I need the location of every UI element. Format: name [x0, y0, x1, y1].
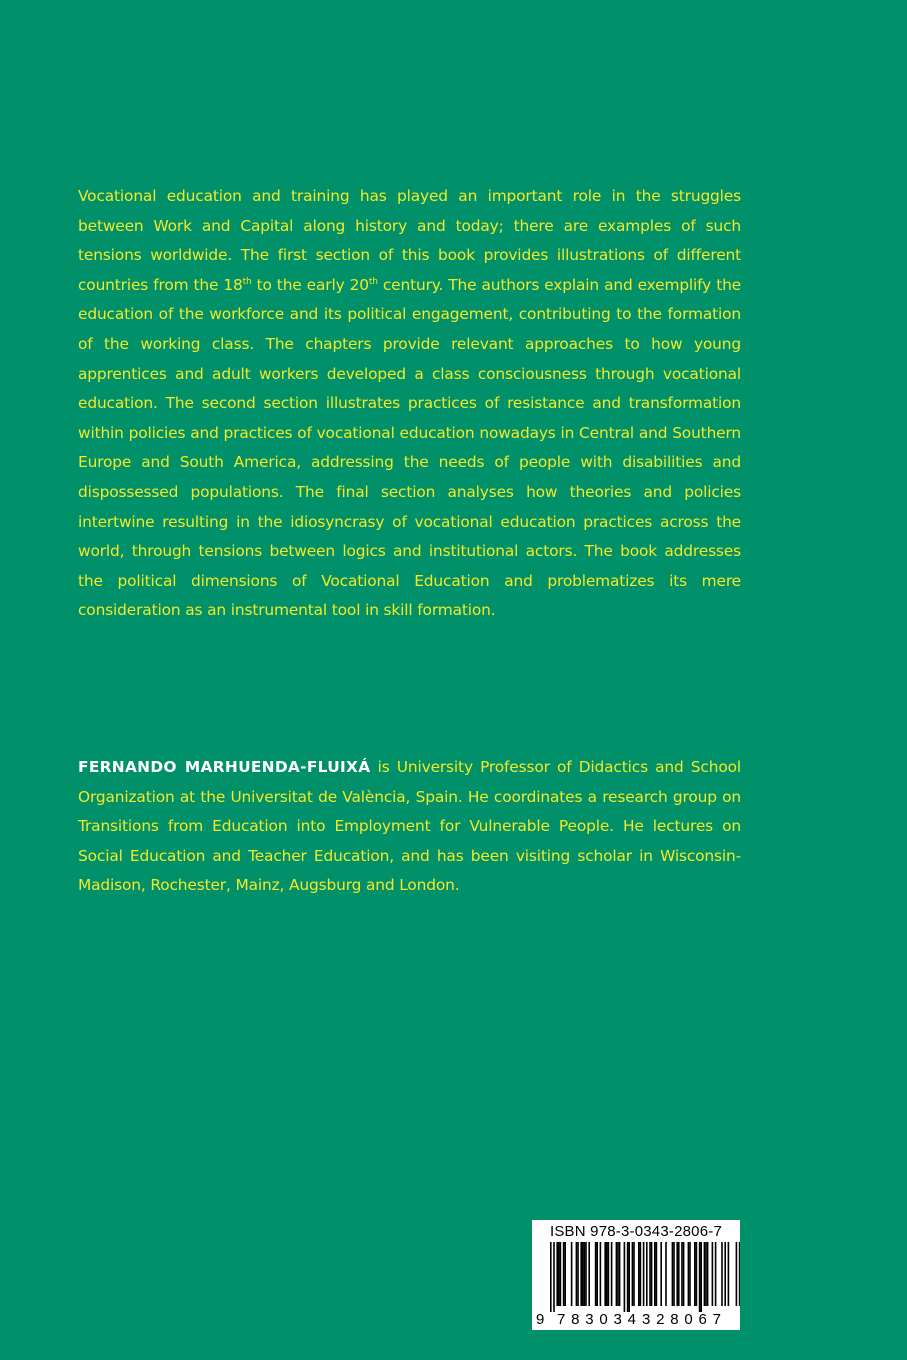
book-description: [78, 182, 741, 626]
barcode-bar: [563, 1242, 565, 1306]
barcode-bar: [673, 1242, 675, 1306]
barcode-bar: [676, 1242, 678, 1306]
barcode-bar: [564, 1242, 566, 1306]
barcode-bar: [646, 1242, 648, 1306]
barcode-bar: [553, 1242, 555, 1312]
barcode-bar: [580, 1242, 582, 1306]
description-text-part-2: to the early 20: [251, 275, 369, 294]
barcode-bar: [640, 1242, 642, 1306]
barcode-bar: [656, 1242, 658, 1306]
barcode-bar: [721, 1242, 723, 1306]
barcode-bar: [699, 1242, 701, 1312]
barcode-bar: [681, 1242, 683, 1306]
barcode-bar: [651, 1242, 653, 1306]
barcode-bar: [584, 1242, 586, 1306]
barcode-bar: [632, 1242, 634, 1306]
barcode-bar: [595, 1242, 597, 1306]
barcode-bar: [550, 1242, 552, 1312]
barcode-bar: [606, 1242, 608, 1306]
barcode-bar: [600, 1242, 602, 1306]
barcode-lead-digit: 9: [536, 1311, 545, 1328]
barcode-bar: [704, 1242, 706, 1306]
description-text-part-1: Vocational education and training has played an important role in the struggles between Work and Capital along history and today; there are examples of such tensions worldwide. The first section of this book provides illustrations of different countries from the 18: [78, 187, 741, 294]
barcode-bar: [576, 1242, 578, 1306]
author-bio-text: is University Professor of Didactics and School Organization at the Universitat de València, Spain. He coordinates a research group on Transitions from Education into Employment for Vulnerable People. He lectures on Social Education and Teacher Education, and has been visiting scholar in Wisconsin-Madison, Rochester, Mainz, Augsburg and London.: [78, 758, 741, 895]
barcode-bar: [608, 1242, 610, 1306]
barcode-bar: [678, 1242, 680, 1306]
barcode-bar: [558, 1242, 560, 1306]
barcode-bar: [643, 1242, 645, 1306]
barcode-bar: [739, 1242, 740, 1306]
barcode-bar: [728, 1242, 730, 1306]
barcode-bar: [705, 1242, 707, 1306]
barcode-bar: [577, 1242, 579, 1306]
barcode-bar: [683, 1242, 685, 1306]
barcode-bar: [624, 1242, 626, 1312]
barcode-bar: [596, 1242, 598, 1306]
barcode-bar: [588, 1242, 590, 1306]
description-text-part-3: century. The authors explain and exemplify the education of the workforce and its political engagement, contributing to the formation of the working class. The chapters provide relevant approaches to how young apprentices and adult workers developed a class consciousness through vocational education. The second section illustrates practices of resistance and transformation within policies and practices of vocational education nowadays in Central and Southern Europe and South America, addressing the needs of people with disabilities and dispossessed populations. The final section analyses how theories and policies intertwine resulting in the idiosyncrasy of vocational education practices across the world, through tensions between logics and institutional actors. The book addresses the political dimensions of Vocational Education and problematizes its mere consideration as an instrumental tool in skill formation.: [78, 275, 741, 620]
barcode-bar: [724, 1242, 726, 1306]
barcode-left-digits: 783034: [557, 1311, 636, 1328]
barcode-bar: [628, 1242, 630, 1312]
barcode-bar: [649, 1242, 651, 1306]
barcode-bar: [694, 1242, 696, 1306]
ordinal-suffix: th: [242, 276, 252, 287]
barcode-bar: [736, 1242, 738, 1306]
barcode-bar: [672, 1242, 674, 1306]
barcode-bar: [582, 1242, 584, 1306]
barcode-right-digits: 328067: [642, 1311, 721, 1328]
barcode-bar: [556, 1242, 558, 1306]
barcode-bar: [619, 1242, 621, 1306]
barcode-bar: [611, 1242, 613, 1306]
barcode-bar: [604, 1242, 606, 1306]
author-name: FERNANDO MARHUENDA-FLUIXÁ: [78, 758, 371, 776]
barcode-bar: [689, 1242, 691, 1306]
ordinal-suffix: th: [368, 276, 378, 287]
barcode-bar: [715, 1242, 717, 1306]
author-bio: [78, 753, 741, 901]
barcode-bar: [560, 1242, 562, 1306]
barcode-bar: [571, 1242, 573, 1306]
isbn-label: ISBN 978-3-0343-2806-7: [549, 1223, 722, 1240]
barcode-bar: [617, 1242, 619, 1306]
barcode-bar: [700, 1242, 702, 1312]
barcode-bar: [712, 1242, 714, 1306]
isbn-barcode: [532, 1220, 740, 1330]
barcode-bar: [585, 1242, 587, 1306]
barcode-bar: [696, 1242, 698, 1306]
barcode-bar: [665, 1242, 667, 1306]
barcode-bar: [688, 1242, 690, 1306]
barcode-graphic: [532, 1220, 740, 1330]
barcode-bar: [633, 1242, 635, 1306]
barcode-bar: [627, 1242, 629, 1312]
barcode-bar: [654, 1242, 656, 1306]
barcode-bar: [660, 1242, 662, 1306]
barcode-bar: [707, 1242, 709, 1306]
barcode-bar: [638, 1242, 640, 1306]
barcode-bar: [616, 1242, 618, 1306]
